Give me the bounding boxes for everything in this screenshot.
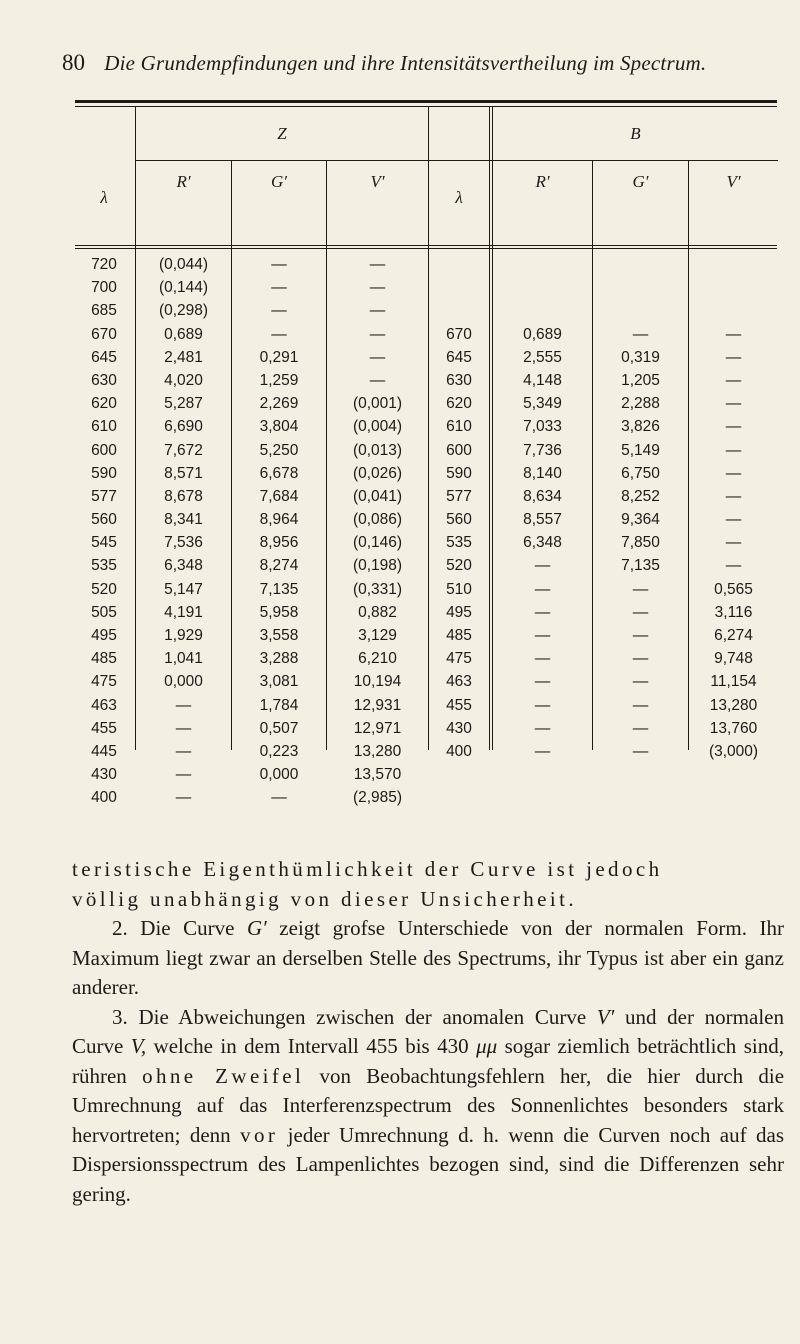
table-cell: — bbox=[175, 696, 192, 714]
table-cell: 6,210 bbox=[358, 650, 397, 668]
table-cell: (0,026) bbox=[352, 464, 403, 482]
table-cell: 590 bbox=[91, 464, 117, 482]
table-header-rule bbox=[75, 245, 777, 246]
table-cell bbox=[593, 276, 688, 299]
table-cell: 455 bbox=[91, 719, 117, 737]
table-cell: 7,736 bbox=[523, 441, 562, 459]
table-cell: (0,146) bbox=[352, 534, 403, 552]
table-cell: 5,349 bbox=[523, 395, 562, 413]
text-run: und der normalen Curve bbox=[72, 1004, 784, 1058]
table-cell: — bbox=[175, 719, 192, 737]
table-cell: — bbox=[534, 673, 551, 691]
table-header-rule-thin bbox=[75, 248, 777, 249]
table-cell: 455 bbox=[446, 696, 472, 714]
table-cell: — bbox=[271, 325, 287, 343]
table-cell bbox=[430, 763, 488, 786]
column-z-g bbox=[232, 253, 326, 810]
table-cell: — bbox=[175, 766, 192, 784]
data-table bbox=[60, 100, 780, 807]
table-cell: 0,507 bbox=[259, 719, 299, 737]
column-divider bbox=[428, 106, 429, 750]
table-cell: 7,850 bbox=[621, 534, 660, 552]
table-cell bbox=[593, 299, 688, 322]
table-cell: 1,929 bbox=[164, 627, 203, 644]
table-cell: (3,000) bbox=[708, 742, 759, 760]
table-cell: 6,274 bbox=[714, 627, 753, 644]
table-cell: 3,288 bbox=[259, 650, 299, 668]
table-cell: — bbox=[534, 603, 551, 621]
table-cell: 11,154 bbox=[710, 673, 757, 691]
table-cell: 2,288 bbox=[621, 395, 660, 413]
table-cell: 495 bbox=[91, 627, 117, 644]
table-cell: 7,672 bbox=[164, 441, 203, 459]
column-z-lambda bbox=[75, 253, 133, 810]
table-cell: 3,558 bbox=[259, 627, 299, 644]
table-cell: 9,748 bbox=[714, 650, 753, 668]
table-cell: (0,001) bbox=[352, 395, 403, 413]
table-cell: 610 bbox=[446, 418, 472, 436]
table-cell bbox=[493, 253, 592, 276]
table-cell: (0,298) bbox=[158, 302, 209, 320]
table-cell: 430 bbox=[446, 719, 472, 737]
table-cell: — bbox=[632, 696, 649, 714]
table-cell: 2,555 bbox=[523, 348, 562, 366]
table-cell: — bbox=[632, 742, 649, 760]
header-z-r: R′ bbox=[176, 172, 191, 191]
text-run: 3. Die Abweichungen zwischen der anomalen Curve bbox=[112, 1004, 597, 1029]
table-cell: 6,750 bbox=[621, 464, 660, 482]
table-cell: — bbox=[725, 487, 742, 505]
table-cell: — bbox=[632, 603, 649, 621]
table-cell: 13,570 bbox=[353, 766, 402, 784]
header-z-g: G′ bbox=[271, 172, 287, 191]
table-cell bbox=[430, 786, 488, 809]
table-cell: — bbox=[632, 325, 649, 343]
table-cell: (0,004) bbox=[352, 418, 403, 436]
table-cell: — bbox=[534, 557, 551, 575]
table-cell: — bbox=[725, 464, 742, 482]
table-cell: 3,804 bbox=[259, 418, 299, 436]
table-cell: 485 bbox=[446, 627, 472, 644]
table-cell: — bbox=[725, 557, 742, 575]
table-cell: — bbox=[534, 742, 551, 760]
table-cell: 475 bbox=[91, 673, 117, 691]
table-cell: — bbox=[271, 789, 287, 807]
table-top-rule bbox=[75, 100, 777, 103]
table-cell: 0,223 bbox=[259, 742, 299, 760]
table-cell: 535 bbox=[91, 557, 117, 575]
table-cell: — bbox=[271, 256, 287, 273]
table-cell bbox=[493, 276, 592, 299]
table-cell: 3,081 bbox=[259, 673, 299, 691]
paragraph bbox=[72, 855, 784, 914]
table-cell: — bbox=[725, 511, 742, 529]
spaced-text: teristische Eigenthümlichkeit der Curve ist jedoch bbox=[72, 857, 663, 881]
column-b-lambda bbox=[430, 253, 488, 810]
text-run: zeigt grofse Unterschiede von der normalen Form. Ihr Maximum liegt zwar an derselben Stelle des Spectrums, ihr Typus ist aber ein ganz anderer. bbox=[72, 916, 784, 999]
column-z-v bbox=[327, 253, 428, 810]
table-cell: 0,689 bbox=[164, 325, 203, 343]
table-cell bbox=[593, 253, 688, 276]
table-cell: 12,971 bbox=[353, 719, 402, 737]
table-cell: — bbox=[369, 302, 386, 320]
table-cell: 1,259 bbox=[259, 371, 299, 389]
table-cell: 6,678 bbox=[259, 464, 299, 482]
table-cell: 463 bbox=[91, 696, 117, 714]
table-cell: 463 bbox=[446, 673, 472, 691]
table-cell bbox=[689, 786, 778, 809]
table-cell: — bbox=[175, 789, 192, 807]
page-number: 80 bbox=[62, 50, 85, 75]
table-cell: 0,000 bbox=[164, 673, 203, 691]
table-cell: (2,985) bbox=[352, 789, 403, 807]
table-cell: 9,364 bbox=[621, 511, 660, 529]
table-cell: 5,958 bbox=[259, 603, 299, 621]
table-cell: 8,140 bbox=[523, 464, 562, 482]
table-cell: — bbox=[632, 719, 649, 737]
header-z-v: V′ bbox=[370, 172, 385, 191]
table-cell: 620 bbox=[91, 395, 117, 413]
table-cell: — bbox=[534, 580, 551, 598]
table-cell: 645 bbox=[91, 348, 117, 366]
table-cell bbox=[493, 299, 592, 322]
header-b-g: G′ bbox=[632, 172, 649, 191]
table-cell: — bbox=[271, 302, 287, 320]
table-cell: 520 bbox=[91, 580, 117, 598]
table-cell: — bbox=[369, 256, 386, 273]
table-cell: 670 bbox=[91, 325, 117, 343]
table-cell: 5,287 bbox=[164, 395, 203, 413]
unit-symbol: μμ bbox=[476, 1034, 498, 1058]
table-cell: — bbox=[534, 650, 551, 668]
table-cell: 495 bbox=[446, 603, 472, 621]
table-cell bbox=[430, 299, 488, 322]
table-cell bbox=[689, 763, 778, 786]
table-cell: 8,252 bbox=[621, 487, 660, 505]
table-cell: 8,678 bbox=[164, 487, 203, 505]
table-cell: 8,274 bbox=[259, 557, 299, 575]
table-cell: 400 bbox=[446, 742, 472, 760]
table-cell: (0,331) bbox=[352, 580, 403, 598]
table-cell: 0,882 bbox=[358, 603, 397, 621]
table-cell: 13,280 bbox=[709, 696, 758, 714]
table-cell: 610 bbox=[91, 418, 117, 436]
table-cell: 6,348 bbox=[164, 557, 203, 575]
paragraph bbox=[72, 1003, 784, 1210]
table-cell: 0,319 bbox=[621, 348, 660, 366]
table-cell: 4,148 bbox=[523, 371, 562, 389]
table-cell: 4,020 bbox=[164, 371, 203, 389]
table-cell: 13,280 bbox=[353, 742, 402, 760]
spaced-text: vor bbox=[240, 1122, 279, 1147]
table-cell: 6,348 bbox=[523, 534, 562, 552]
table-group-rule bbox=[136, 160, 778, 161]
column-b-v bbox=[689, 253, 778, 810]
spaced-text: ohne Zweifel bbox=[142, 1063, 305, 1088]
table-cell: 7,033 bbox=[523, 418, 562, 436]
table-cell: 3,116 bbox=[714, 603, 753, 621]
table-cell: 645 bbox=[446, 348, 472, 366]
table-cell: 0,291 bbox=[259, 348, 299, 366]
table-cell: — bbox=[725, 534, 742, 552]
table-cell: 685 bbox=[91, 302, 117, 320]
table-cell: 577 bbox=[91, 487, 117, 505]
table-cell: 7,536 bbox=[164, 534, 203, 552]
table-cell bbox=[430, 276, 488, 299]
table-cell: 2,481 bbox=[164, 348, 203, 366]
table-cell bbox=[689, 276, 778, 299]
table-cell: 1,041 bbox=[164, 650, 203, 668]
table-cell: 7,135 bbox=[259, 580, 299, 598]
header-group-z: Z bbox=[277, 124, 287, 143]
table-cell: 10,194 bbox=[353, 673, 402, 691]
header-lambda: λ bbox=[455, 188, 463, 207]
column-divider bbox=[489, 106, 490, 750]
table-cell: 430 bbox=[91, 766, 117, 784]
table-cell: 720 bbox=[91, 256, 117, 273]
table-cell: 5,250 bbox=[259, 441, 299, 459]
table-cell: (0,044) bbox=[158, 256, 209, 273]
table-cell: — bbox=[725, 418, 742, 436]
table-cell: 1,205 bbox=[621, 371, 660, 389]
curve-symbol: V, bbox=[130, 1034, 147, 1058]
table-cell bbox=[493, 786, 592, 809]
table-cell: 630 bbox=[91, 371, 117, 389]
table-cell: — bbox=[534, 719, 551, 737]
table-cell: — bbox=[632, 673, 649, 691]
header-b-v: V′ bbox=[726, 172, 741, 191]
table-cell: 8,571 bbox=[164, 464, 203, 482]
table-cell: — bbox=[369, 325, 386, 343]
table-cell: — bbox=[725, 371, 742, 389]
table-cell: 545 bbox=[91, 534, 117, 552]
table-cell: 4,191 bbox=[164, 603, 203, 621]
text-run: welche in dem Intervall 455 bis 430 bbox=[146, 1034, 477, 1058]
table-cell: 0,689 bbox=[523, 325, 562, 343]
table-cell: (0,013) bbox=[352, 441, 403, 459]
text-run: von Beobachtungsfehlern her, die hier durch die Umrechnung auf das Interferenzspectrum des Sonnenlichtes besonders stark hervortreten; denn bbox=[72, 1063, 785, 1147]
table-cell: 13,760 bbox=[709, 719, 758, 737]
table-cell: 535 bbox=[446, 534, 472, 552]
table-cell: — bbox=[271, 279, 287, 297]
spaced-text: völlig unabhängig von dieser Unsicherheit. bbox=[72, 886, 577, 911]
paragraph bbox=[72, 914, 784, 1003]
table-cell: 600 bbox=[91, 441, 117, 459]
table-cell: — bbox=[369, 371, 386, 389]
table-cell: 6,690 bbox=[164, 418, 203, 436]
table-cell: 5,147 bbox=[164, 580, 203, 598]
table-cell: 5,149 bbox=[621, 441, 660, 459]
column-z-r bbox=[136, 253, 231, 810]
column-b-g bbox=[593, 253, 688, 810]
table-cell: 8,557 bbox=[523, 511, 562, 529]
table-cell: 560 bbox=[446, 511, 472, 529]
table-cell: 630 bbox=[446, 371, 472, 389]
table-cell: 577 bbox=[446, 487, 472, 505]
table-cell: 620 bbox=[446, 395, 472, 413]
table-cell: 600 bbox=[446, 441, 472, 459]
body-text bbox=[72, 855, 784, 1209]
table-top-rule-thin bbox=[75, 106, 777, 107]
table-cell: 7,135 bbox=[621, 557, 660, 575]
table-cell: 520 bbox=[446, 557, 472, 575]
table-cell: 700 bbox=[91, 279, 117, 297]
table-cell: — bbox=[175, 742, 192, 760]
text-run: sogar ziemlich beträchtlich sind, rühren bbox=[72, 1034, 784, 1088]
table-cell: — bbox=[534, 627, 551, 644]
table-cell: — bbox=[725, 325, 742, 343]
table-cell bbox=[593, 786, 688, 809]
table-cell: — bbox=[632, 580, 649, 598]
table-cell: — bbox=[632, 650, 649, 668]
table-cell: (0,144) bbox=[158, 279, 209, 297]
table-cell: 8,634 bbox=[523, 487, 562, 505]
table-cell: 0,000 bbox=[259, 766, 299, 784]
curve-symbol: V′ bbox=[596, 1004, 615, 1029]
column-b-r bbox=[493, 253, 592, 810]
table-cell: 670 bbox=[446, 325, 472, 343]
table-cell: 445 bbox=[91, 742, 117, 760]
table-cell: (0,041) bbox=[352, 487, 403, 505]
table-cell: 3,129 bbox=[358, 627, 397, 644]
table-cell: (0,198) bbox=[352, 557, 403, 575]
table-cell: 8,956 bbox=[259, 534, 299, 552]
table-cell: 400 bbox=[91, 789, 117, 807]
text-run: 2. Die Curve bbox=[112, 916, 247, 940]
table-cell: — bbox=[534, 696, 551, 714]
header-group-b: B bbox=[630, 124, 641, 143]
table-cell: — bbox=[725, 348, 742, 366]
table-cell: — bbox=[725, 441, 742, 459]
table-cell: — bbox=[725, 395, 742, 413]
table-cell: 510 bbox=[446, 580, 472, 598]
table-cell: 12,931 bbox=[353, 696, 402, 714]
table-cell: — bbox=[369, 348, 386, 366]
table-cell: — bbox=[369, 279, 386, 297]
table-cell bbox=[430, 253, 488, 276]
table-cell bbox=[689, 253, 778, 276]
table-cell: 485 bbox=[91, 650, 117, 668]
text-run: jeder Umrechnung d. h. wenn die Curven noch auf das Dispersionsspectrum des Lampenlichtes bezogen sind, sind die Differenzen sehr gering. bbox=[72, 1122, 784, 1206]
table-cell: (0,086) bbox=[352, 511, 403, 529]
table-cell bbox=[493, 763, 592, 786]
table-cell bbox=[689, 299, 778, 322]
table-cell: 560 bbox=[91, 511, 117, 529]
table-cell: 0,565 bbox=[714, 580, 753, 598]
table-cell: 1,784 bbox=[259, 696, 299, 714]
table-cell: 590 bbox=[446, 464, 472, 482]
table-cell: 8,341 bbox=[164, 511, 203, 529]
table-cell: 3,826 bbox=[621, 418, 660, 436]
running-title: Die Grundempfindungen und ihre Intensitätsvertheilung im Spectrum. bbox=[104, 51, 707, 75]
table-cell: 7,684 bbox=[259, 487, 299, 505]
table-cell: 475 bbox=[446, 650, 472, 668]
table-cell: — bbox=[632, 627, 649, 644]
table-cell: 2,269 bbox=[259, 395, 299, 413]
table-cell: 505 bbox=[91, 603, 117, 621]
header-lambda: λ bbox=[100, 188, 108, 207]
curve-symbol: G′ bbox=[247, 916, 267, 940]
table-cell bbox=[593, 763, 688, 786]
running-header bbox=[62, 50, 762, 80]
table-cell: 8,964 bbox=[259, 511, 299, 529]
header-b-r: R′ bbox=[535, 172, 550, 191]
